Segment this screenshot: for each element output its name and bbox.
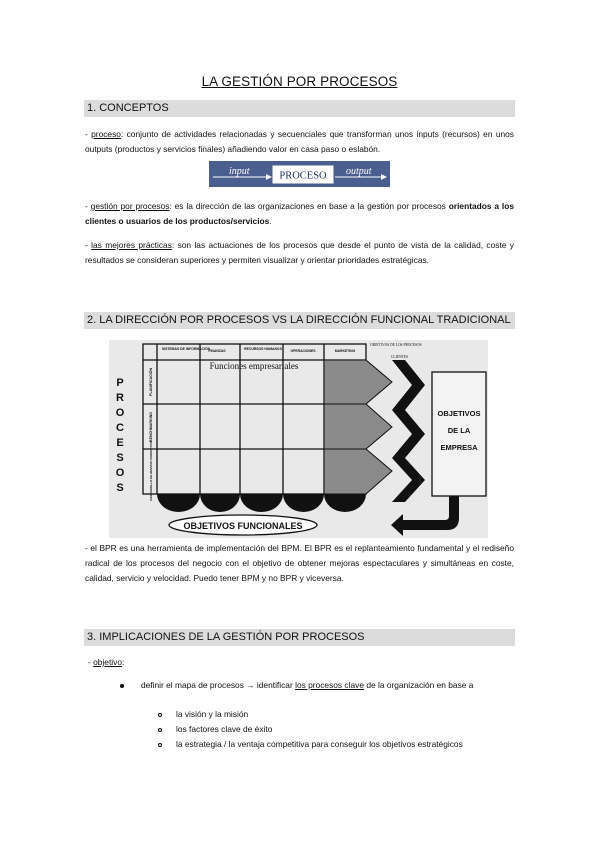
side-letter: P xyxy=(116,377,124,389)
dash: - xyxy=(85,201,91,211)
objective-bullet xyxy=(141,678,514,693)
dash: - xyxy=(85,129,92,139)
definition-bold: orientados a los clientes o usuarios de los productos/servicios xyxy=(85,201,515,226)
term-mejores-practicas: las mejores prácticas xyxy=(91,240,172,250)
period: . xyxy=(269,215,272,226)
section-heading-direccion: 2. LA DIRECCIÓN POR PROCESOS VS LA DIRECCIÓN FUNCIONAL TRADICIONAL xyxy=(84,312,515,329)
clients-label: CLIENTES xyxy=(391,355,408,359)
side-letter: O xyxy=(115,407,125,419)
key-processes: los procesos clave xyxy=(295,680,364,690)
company-objectives-line: OBJETIVOS xyxy=(437,409,481,418)
side-letter: E xyxy=(116,437,124,449)
sub-item: la estrategia / la ventaja competitiva para conseguir los objetivos estratégicos xyxy=(176,739,463,749)
sub-bullet xyxy=(158,713,162,717)
function-header: OPERACIONES xyxy=(290,349,316,353)
row-label: BENCHMARKING xyxy=(149,412,153,442)
process-objectives-label: OBJETIVOS DE LOS PROCESOS xyxy=(370,343,422,347)
dash: - xyxy=(85,240,92,250)
function-bowls xyxy=(157,494,366,512)
objective-label: objetivo xyxy=(93,657,122,667)
row-labels xyxy=(148,368,153,501)
definition-mejores-practicas xyxy=(85,238,514,268)
process-vs-function-matrix-diagram xyxy=(109,340,488,538)
bpr-paragraph: - el BPR es una herramienta de implementación del BPM. El BPR es el replanteamiento fundamental y el rediseño radical de los procesos del negocio con el objetivo de obtener mejoras espectaculares y simultáneas en coste, calidad, servicio y velocidad. Puedo tener BPM y no BPR y viceversa. xyxy=(85,543,514,583)
company-objectives-line: DE LA xyxy=(447,426,471,435)
function-header: FINANZAS xyxy=(208,349,226,353)
functional-objectives-label: OBJETIVOS FUNCIONALES xyxy=(183,521,303,531)
definition-text: : son las actuaciones de los procesos que desde el punto de vista de la calidad, coste y resultados se consideran superiores y permiten visualizar y orientar prioridades estratégicas. xyxy=(85,240,514,265)
bullet xyxy=(120,684,124,688)
sub-item: la visión y la misión xyxy=(176,709,249,719)
definition-text: : es la dirección de las organizaciones en base a la gestión por procesos xyxy=(169,201,449,211)
section-heading-conceptos: 1. CONCEPTOS xyxy=(84,100,515,117)
sub-item: los factores clave de éxito xyxy=(176,724,273,734)
definition-proceso xyxy=(85,127,514,157)
company-objectives-line: EMPRESA xyxy=(440,443,478,452)
colon: : xyxy=(122,657,125,667)
side-letter: C xyxy=(116,422,124,434)
page-title: LA GESTIÓN POR PROCESOS xyxy=(201,74,398,89)
input-label: input xyxy=(229,166,250,177)
side-letter: S xyxy=(116,482,124,494)
output-label: output xyxy=(346,166,372,177)
row-label: PLANIFICACIÓN xyxy=(149,367,153,397)
sub-bullet xyxy=(158,728,162,732)
side-letter: O xyxy=(115,467,125,479)
term-gestion-por-procesos: gestión por procesos xyxy=(90,201,170,211)
function-header: MARKETING xyxy=(334,349,356,353)
definition-text: : conjunto de actividades relacionadas y secuenciales que transforman unos inputs (recursos) en unos outputs (productos y servicios finales) añadiendo valor en casa paso o eslabón. xyxy=(85,129,514,154)
side-letter: S xyxy=(116,452,124,464)
functions-caption: Funciones empresariales xyxy=(209,361,299,371)
process-label: PROCESO xyxy=(279,170,327,182)
dash: - xyxy=(88,657,94,667)
definition-gestion-por-procesos xyxy=(85,199,514,229)
term-proceso: proceso xyxy=(91,129,121,139)
bullet-text: definir el mapa de procesos → identificar xyxy=(141,680,296,690)
process-arrows xyxy=(324,360,392,494)
function-header: RECURSOS HUMANOS xyxy=(244,347,282,351)
side-letter: R xyxy=(116,392,124,404)
function-header: SISTEMAS DE INFORMACIÓN xyxy=(161,347,211,351)
row-label: DESARROLLO DE NUEVOS PRODUCTOS xyxy=(149,441,153,501)
input-process-output-diagram xyxy=(209,161,390,187)
bullet-text: de la organización en base a xyxy=(364,680,474,690)
section-heading-implicaciones: 3. IMPLICACIONES DE LA GESTIÓN POR PROCESOS xyxy=(84,629,515,646)
objective-label-line xyxy=(88,655,124,670)
sub-bullet xyxy=(158,743,162,747)
